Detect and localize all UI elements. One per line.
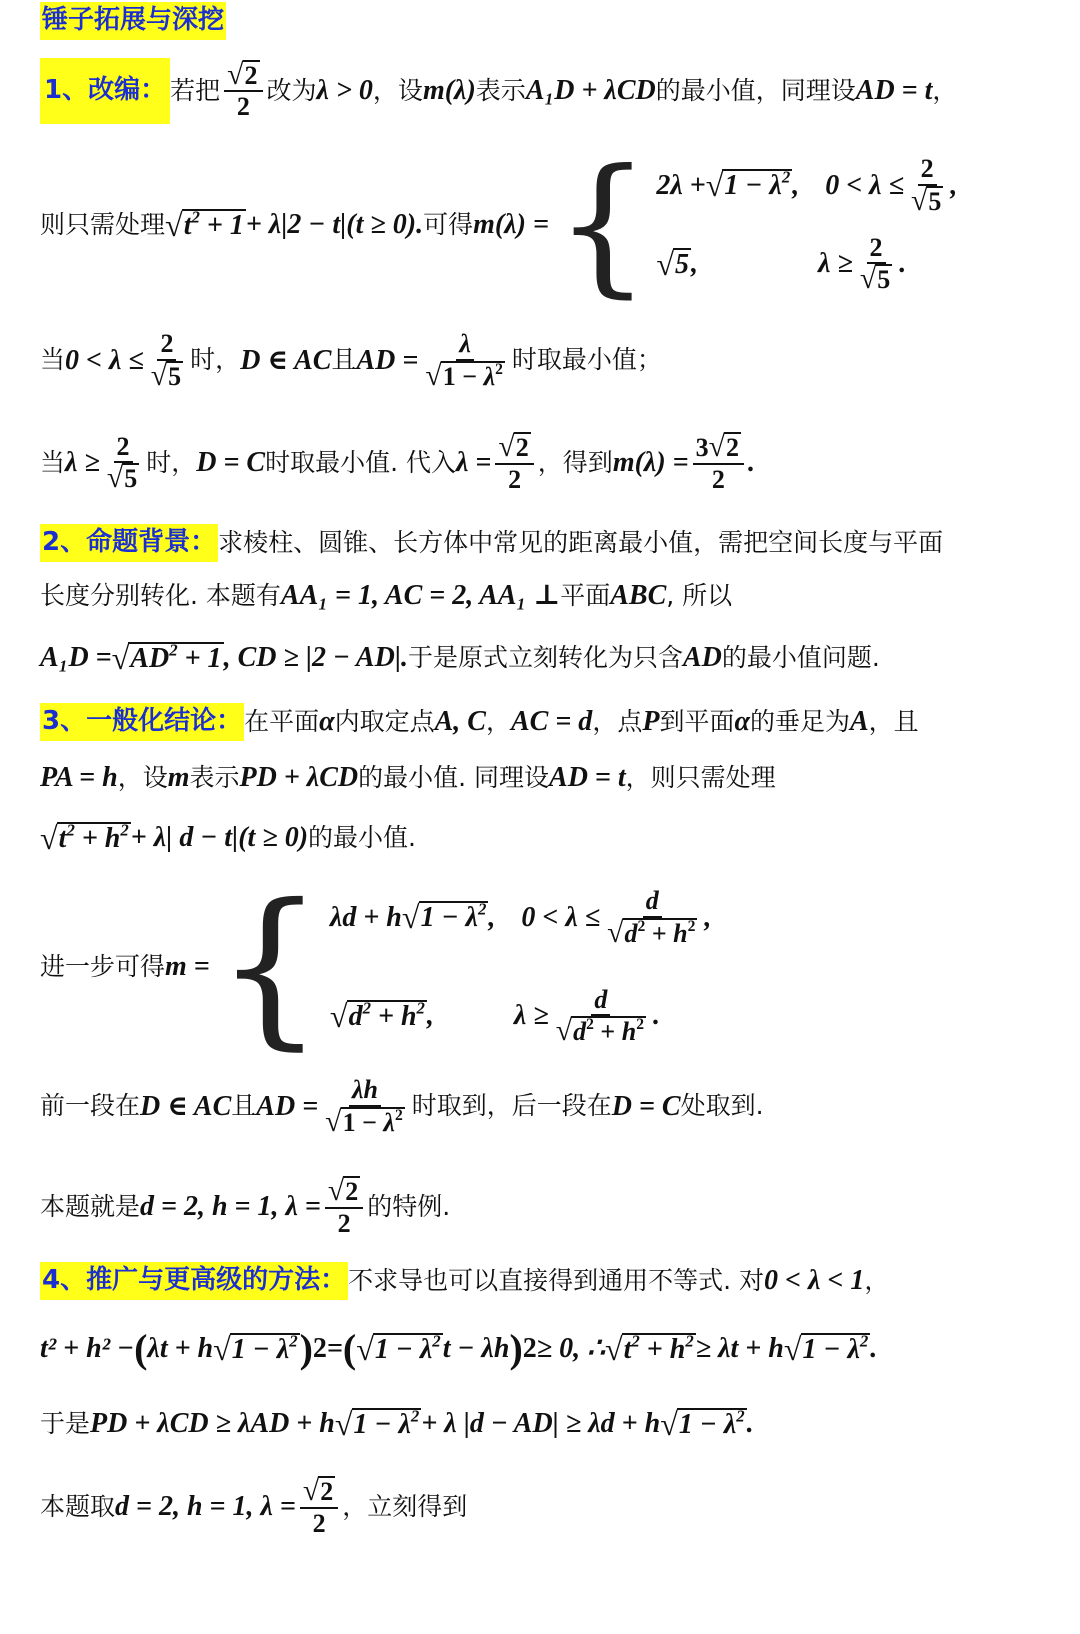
- s4-math: =: [326, 1332, 343, 1364]
- s1-text: ，设: [372, 75, 423, 105]
- s2-text: 求棱柱、圆锥、长方体中常见的距离最小值，需把空间长度与平面: [218, 527, 944, 557]
- s2-line3: [40, 642, 1050, 675]
- case-cond: 0 < λ ≤: [825, 169, 904, 201]
- s3-line2: [40, 762, 1050, 794]
- s3-math: + λ| d − t|(t ≥ 0): [130, 822, 309, 854]
- title-row: [40, 2, 1050, 40]
- s1-math: A₁D + λCD: [525, 74, 656, 106]
- s3-text: 进一步可得: [40, 951, 166, 981]
- s1-math: λ =: [456, 447, 492, 479]
- s4-math: PD + λCD ≥ λAD + h: [90, 1408, 335, 1440]
- s3-text: 表示: [189, 762, 240, 792]
- s3-math: P: [642, 705, 660, 737]
- s4-math: ≥ 0, ∴: [536, 1332, 605, 1364]
- s2-label: 2、命题背景：: [40, 524, 218, 562]
- frac-2-over-sqrt5: 2 √ 5: [910, 154, 942, 217]
- s3-math: α: [319, 705, 335, 737]
- frac-d-over-sqrt: d √ $d^2 + h^2$: [607, 886, 696, 949]
- s3-math: D ∈ AC: [140, 1090, 232, 1122]
- s3-text: 且: [231, 1091, 257, 1121]
- s4-text: 本题取: [40, 1491, 116, 1521]
- s3-text: ，且: [868, 706, 919, 736]
- s1-text: 若把: [170, 75, 221, 105]
- s2-math: AA₁ = 1, AC = 2, AA₁ ⊥: [280, 580, 561, 611]
- s3-math: A, C: [434, 705, 486, 737]
- s2-line1: [40, 524, 1050, 562]
- s2-math: , CD ≥ |2 − AD|.: [223, 642, 408, 674]
- s3-math: A: [849, 705, 869, 737]
- s1-text: 可得: [423, 209, 474, 239]
- s1-text: 时取最小值. 代入: [265, 447, 456, 477]
- s1-case-1: 2λ + √ $1 - \lambda^2$ , 0 < λ ≤ 2 √ 5 ,: [656, 154, 958, 217]
- s1-text: 表示: [475, 75, 526, 105]
- case-expr: 2λ +: [656, 169, 706, 201]
- s1-math: λ ≥: [65, 447, 100, 479]
- s3-math: d = 2, h = 1, λ =: [140, 1191, 321, 1223]
- frac-sqrt2-over-2: √ 2 2: [300, 1476, 338, 1538]
- s2-text: 长度分别转化. 本题有: [40, 580, 281, 610]
- s3-math: α: [734, 705, 750, 737]
- sqrt-t2-plus-1: √ $t^2 + 1$: [165, 206, 244, 243]
- s1-math: m(λ) =: [473, 208, 549, 240]
- case-cond: λ ≥: [818, 248, 853, 280]
- s3-label: 3、一般化结论：: [40, 703, 244, 741]
- s4-text: ，: [864, 1265, 890, 1295]
- s1-text: ，: [932, 75, 958, 105]
- sqrt-1-minus-l2: √ $1 - \lambda^2$: [334, 1406, 420, 1442]
- s3-text: ，: [485, 706, 511, 736]
- s3-math: PA = h: [40, 762, 118, 793]
- s3-para2: [40, 1176, 1050, 1238]
- s4-math: t² + h² −: [40, 1332, 135, 1364]
- s3-line1: [40, 703, 1050, 741]
- s3-math: AC = d: [511, 705, 593, 737]
- s4-math: t − λh: [442, 1332, 510, 1364]
- s1-line1: [40, 58, 1050, 124]
- s1-label: 1、改编：: [40, 58, 170, 124]
- s4-text: 不求导也可以直接得到通用不等式. 对: [348, 1265, 764, 1295]
- sqrt-t2-plus-h2: √ $t^2 + h^2$: [604, 1330, 694, 1367]
- s3-piecewise: [40, 868, 1050, 1066]
- s1-text: 时，: [190, 345, 241, 375]
- s1-text: 当: [40, 447, 66, 477]
- s3-math: m =: [165, 950, 210, 982]
- s1-text: 时取最小值；: [511, 345, 662, 375]
- sqrt-1-minus-l2: √ $1 - \lambda^2$: [213, 1330, 298, 1367]
- left-brace: {: [554, 138, 651, 312]
- case-cond: 0 < λ ≤: [521, 901, 601, 933]
- s4-text: ，立刻得到: [342, 1491, 468, 1521]
- sqrt-t2-plus-h2: √ $t^2 + h^2$: [40, 820, 129, 856]
- s3-text: 到平面: [659, 706, 735, 736]
- s2-math: A₁D =: [40, 642, 112, 674]
- s4-math: λt + h: [147, 1332, 214, 1364]
- s3-math: AD =: [256, 1090, 319, 1122]
- s3-text: 本题就是: [40, 1191, 141, 1221]
- s1-math: D ∈ AC: [240, 344, 332, 376]
- s1-text: 的最小值，同理设: [655, 75, 856, 105]
- s3-math: m: [167, 762, 190, 793]
- sqrt-1-minus-l2: √ $1 - \lambda^2$: [705, 167, 791, 204]
- frac-sqrt2-over-2: √ 2 2: [224, 60, 262, 122]
- sqrt-ad2-plus-1: √ $AD^2 + 1$: [111, 640, 222, 676]
- case-cond: λ ≥: [513, 1000, 549, 1032]
- s4-para2: [40, 1476, 1050, 1538]
- s3-text: 的最小值. 同理设: [358, 762, 550, 792]
- s4-label: 4、推广与更高级的方法：: [40, 1262, 348, 1300]
- s4-math: d = 2, h = 1, λ =: [115, 1491, 296, 1523]
- s2-text: 于是原式立刻转化为只含: [407, 643, 683, 673]
- s3-text: ，点: [592, 706, 643, 736]
- frac-2-over-sqrt5: 2 √ 5: [106, 431, 138, 495]
- frac-sqrt2-over-2: √ 2 2: [495, 432, 533, 494]
- s1-math: m(λ) =: [612, 447, 689, 479]
- s3-text: 内取定点: [334, 706, 435, 736]
- frac-d-over-sqrt: d √ $d^2 + h^2$: [555, 984, 644, 1048]
- s1-math: + λ|2 − t|(t ≥ 0).: [245, 208, 424, 240]
- sqrt-d2-plus-h2: √ $d^2 + h^2$: [329, 997, 425, 1034]
- s2-math: ABC: [610, 580, 667, 611]
- s3-case-2: √ $d^2 + h^2$ , λ ≥ d √ $d^2 + h^2$ .: [329, 984, 660, 1048]
- s3-cases: [330, 887, 711, 1047]
- s2-math: AD: [683, 642, 722, 674]
- frac-sqrt2-over-2: √ 2 2: [325, 1176, 363, 1238]
- s3-case-1: λd + h √ $1 - \lambda^2$ , 0 < λ ≤ d √ $d^2 + h^2$ ,: [329, 886, 712, 949]
- sqrt-1-minus-l2: √ $1 - \lambda^2$: [783, 1330, 869, 1367]
- s1-math: λ > 0: [316, 74, 373, 106]
- frac-3sqrt2-over-2: 3 √ 2 2: [693, 432, 744, 494]
- s1-para1: [40, 330, 1050, 391]
- sqrt-1-minus-l2: √ $1 - \lambda^2$: [356, 1330, 441, 1367]
- s1-text: 时，: [146, 447, 197, 477]
- s1-text: 当: [40, 345, 66, 375]
- s1-math: AD =: [356, 344, 419, 376]
- s1-text: 改为: [266, 75, 317, 105]
- s4-math: ≥ λt + h: [695, 1332, 784, 1364]
- left-brace: {: [215, 868, 324, 1066]
- sqrt-5: √ 5: [656, 245, 690, 282]
- sqrt-1-minus-l2: √ $1 - \lambda^2$: [660, 1406, 745, 1442]
- s1-cases: [656, 155, 957, 295]
- s4-math: + λ |d − AD| ≥ λd + h: [421, 1408, 661, 1440]
- s4-math: 0 < λ < 1: [764, 1264, 865, 1296]
- sqrt-1-minus-l2: √ $1 - \lambda^2$: [401, 899, 487, 936]
- s2-line2: [40, 580, 1050, 612]
- s3-text: ，则只需处理: [625, 762, 776, 792]
- frac-2-over-sqrt5: 2 √ 5: [859, 232, 891, 296]
- s4-line1: [40, 1262, 1050, 1300]
- s1-math: 0 < λ ≤: [65, 344, 144, 376]
- s3-text: 处取到.: [680, 1091, 764, 1121]
- s1-math: AD = t: [855, 74, 933, 106]
- s1-para2: 当 λ ≥ 2 √ 5 时， D = C 时取最小值. 代入 λ = √ 2 2 ，得到 m(λ) = 3 √ 2 2 .: [40, 430, 756, 495]
- s3-para1: [40, 1076, 1050, 1137]
- s1-math: m(λ): [422, 74, 476, 106]
- frac-l-over-sqrt: λ √ $1 - \lambda^2$: [425, 329, 503, 392]
- s1-text: 且: [331, 345, 357, 375]
- s3-text: 前一段在: [40, 1091, 141, 1121]
- s4-para1: 于是 PD + λCD ≥ λAD + h √ $1 - \lambda^2$ + λ |d − AD| ≥ λd + h √ $1 - \lambda^2$ .: [40, 1406, 754, 1442]
- s3-math: D = C: [611, 1090, 681, 1122]
- page-title: 锤子拓展与深挖: [40, 2, 226, 40]
- s3-text: 的最小值.: [308, 823, 416, 853]
- s3-line3: [40, 822, 1050, 855]
- s1-piecewise: [40, 138, 1050, 312]
- s3-text: 的垂足为: [749, 706, 850, 736]
- s2-text: , 所以: [666, 580, 733, 610]
- s4-text: 于是: [40, 1409, 91, 1439]
- s1-math: D = C: [196, 447, 266, 479]
- frac-2-over-sqrt5: 2 √ 5: [150, 329, 182, 392]
- s1-case-2: √ 5 , λ ≥ 2 √ 5 .: [656, 232, 907, 296]
- s3-math: AD = t: [549, 762, 626, 793]
- s3-text: 时取到，后一段在: [411, 1091, 612, 1121]
- s3-text: 的特例.: [367, 1191, 451, 1221]
- case-expr: λd + h: [329, 901, 402, 933]
- s3-text: ，设: [117, 762, 168, 792]
- s2-text: 平面: [560, 580, 611, 610]
- frac-lh-over-sqrt: λh √ $1 - \lambda^2$: [325, 1075, 403, 1138]
- s3-text: 在平面: [244, 706, 320, 736]
- s2-text: 的最小值问题.: [721, 643, 880, 673]
- s3-math: PD + λCD: [239, 762, 359, 793]
- s4-eq1: t² + h² − ( λt + h √ $1 - \lambda^2$ ) 2 = ( √ $1 - \lambda^2$ t − λh ) 2 ≥ 0, ∴ √ $t^2 + h^2$ ≥ λt + h √ $1 - \lambda^2$ .: [40, 1326, 878, 1371]
- s1-text: 则只需处理: [40, 209, 166, 239]
- s1-text: ，得到: [537, 447, 613, 477]
